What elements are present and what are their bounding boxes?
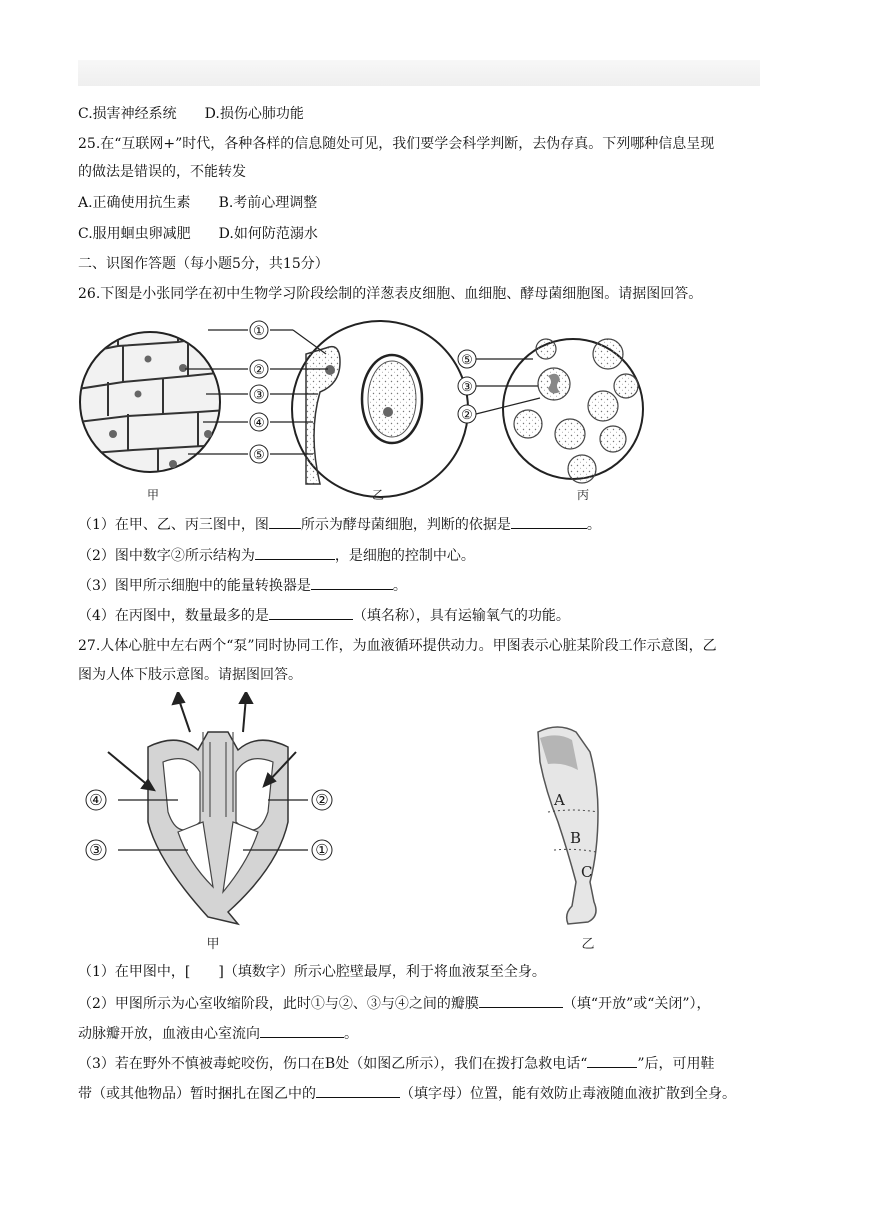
label-circle-1 xyxy=(250,321,268,339)
scan-shadow-band xyxy=(78,60,760,86)
q25-option-d: D.如何防范溺水 xyxy=(218,226,318,242)
leg-caption-yi: 乙 xyxy=(581,937,595,952)
svg-text:②: ② xyxy=(253,363,265,378)
answer-blank[interactable] xyxy=(260,1023,344,1038)
q26-sub3: （3）图甲所示细胞中的能量转换器是 。 xyxy=(78,575,407,596)
q27-sub1: （1）在甲图中，[ ]（填数字）所示心腔壁最厚，利于将血液泵至全身。 xyxy=(78,964,546,980)
q25-stem-line1: 25.在“互联网+”时代，各种各样的信息随处可见，我们要学会科学判断，去伪存真。下列哪种信息呈现 xyxy=(78,136,715,152)
svg-text:③: ③ xyxy=(89,841,103,859)
section2-title: 二、识图作答题（每小题5分，共15分） xyxy=(78,256,329,272)
q24-options-cd xyxy=(78,104,304,124)
svg-text:④: ④ xyxy=(89,791,103,809)
caption-yi: 乙 xyxy=(371,488,385,502)
leg-label-a: A xyxy=(554,791,565,809)
svg-text:①: ① xyxy=(253,324,265,339)
heart-caption-jia: 甲 xyxy=(206,937,220,952)
blood-cell-diagram xyxy=(476,339,643,483)
onion-cell-diagram xyxy=(78,314,248,484)
leg-label-c: C xyxy=(581,863,593,881)
answer-blank[interactable] xyxy=(316,1083,400,1098)
q25-stem-line2: 的做法是错误的，不能转发 xyxy=(78,164,246,180)
answer-blank[interactable] xyxy=(269,605,353,620)
answer-blank[interactable] xyxy=(511,514,587,529)
heart-label-2 xyxy=(312,790,332,810)
q26-cell-figure xyxy=(78,314,658,504)
label-circle-5 xyxy=(250,445,268,463)
heart-label-1 xyxy=(312,840,332,860)
caption-bing: 丙 xyxy=(576,488,590,502)
label-circle-3-right xyxy=(458,377,476,395)
label-circle-2-right xyxy=(458,405,476,423)
caption-jia: 甲 xyxy=(146,488,160,502)
svg-text:⑤: ⑤ xyxy=(461,353,473,368)
svg-text:③: ③ xyxy=(253,388,265,403)
svg-text:①: ① xyxy=(315,841,329,859)
yeast-cell-diagram xyxy=(270,321,468,497)
answer-blank[interactable] xyxy=(255,545,335,560)
q27-stem-line1: 27.人体心脏中左右两个“泵”同时协同工作，为血液循环提供动力。甲图表示心脏某阶段工作示意图，乙 xyxy=(78,638,717,654)
q25-option-b: B.考前心理调整 xyxy=(218,195,318,211)
q24-option-d: D.损伤心肺功能 xyxy=(204,106,304,122)
q25-option-a: A.正确使用抗生素 xyxy=(78,195,191,211)
q27-stem-line2: 图为人体下肢示意图。请据图回答。 xyxy=(78,667,302,683)
heart-label-4 xyxy=(86,790,106,810)
q25-options-ab xyxy=(78,193,317,213)
label-circle-3 xyxy=(250,385,268,403)
svg-text:④: ④ xyxy=(253,416,265,431)
label-circle-5-right xyxy=(458,350,476,368)
svg-text:②: ② xyxy=(315,791,329,809)
leg-label-b: B xyxy=(570,829,582,847)
leg-diagram xyxy=(538,727,598,952)
svg-text:②: ② xyxy=(461,408,473,423)
heart-diagram xyxy=(86,692,332,952)
q27-sub2-line2: 动脉瓣开放，血液由心室流向 。 xyxy=(78,1023,358,1044)
q25-options-cd xyxy=(78,224,318,244)
q27-sub3-line1: （3）若在野外不慎被毒蛇咬伤，伤口在B处（如图乙所示），我们在拨打急救电话“ ”后，可用鞋 xyxy=(78,1053,715,1074)
q26-sub2: （2）图中数字②所示结构为 ，是细胞的控制中心。 xyxy=(78,545,475,566)
heart-label-3 xyxy=(86,840,106,860)
answer-blank[interactable] xyxy=(587,1053,637,1068)
svg-text:⑤: ⑤ xyxy=(253,448,265,463)
svg-text:③: ③ xyxy=(461,380,473,395)
answer-blank[interactable] xyxy=(311,575,393,590)
q26-stem: 26.下图是小张同学在初中生物学习阶段绘制的洋葱表皮细胞、血细胞、酵母菌细胞图。请据图回答。 xyxy=(78,286,703,302)
answer-blank[interactable] xyxy=(479,993,563,1008)
q26-sub4: （4）在丙图中，数量最多的是 （填名称），具有运输氧气的功能。 xyxy=(78,605,570,626)
label-circle-2 xyxy=(250,360,268,378)
q27-heart-leg-figure xyxy=(78,692,658,954)
q27-sub3-line2: 带（或其他物品）暂时捆扎在图乙中的 （填字母）位置，能有效防止毒液随血液扩散到全身。 xyxy=(78,1083,736,1104)
q26-sub1: （1）在甲、乙、丙三图中，图 所示为酵母菌细胞，判断的依据是 。 xyxy=(78,514,601,535)
q27-sub2-line1: （2）甲图所示为心室收缩阶段，此时①与②、③与④之间的瓣膜 （填“开放”或“关闭”）， xyxy=(78,993,711,1014)
label-circle-4 xyxy=(250,413,268,431)
q25-option-c: C.服用蛔虫卵减肥 xyxy=(78,226,191,242)
q24-option-c: C.损害神经系统 xyxy=(78,106,177,122)
answer-blank[interactable] xyxy=(269,514,301,529)
